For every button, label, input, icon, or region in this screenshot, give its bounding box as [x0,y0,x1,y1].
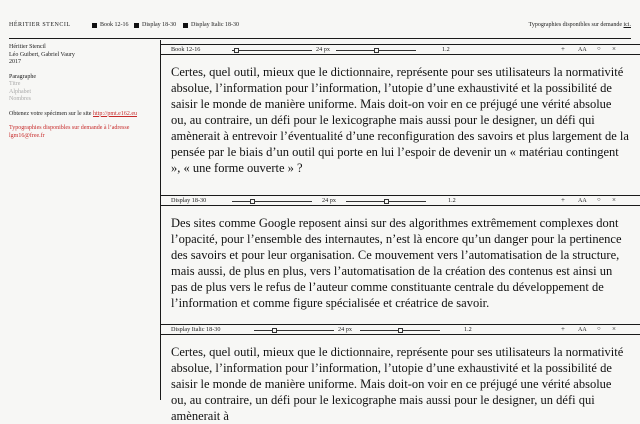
sample-display-italic [160,324,640,424]
sample-text[interactable]: Certes, quel outil, mieux que le dictionnaire, représente pour ses utilisateurs la normativité absolue, l’information pour l’information, l’utopie d’une exhaustivité et la possibilité de saisir le monde de manière uniforme. Mais doit-on voir en ce préjugé une vérité absolue ou, au contraire, un défi pour le lexicographe mais aussi pour le designer, un défi qui amènerait à entrevoir l’éventualité d’une reconfiguration des savoirs et plus largement de la pensée par le biais d’un outil qui porte en lui l’espoir de devenir un « matériau contingent », « une forme ouverte » ? [171,65,629,175]
tab-display[interactable] [134,22,176,28]
mode-paragraphe[interactable]: Paragraphe [9,73,36,80]
request-email[interactable]: lgm16@free.fr [9,132,45,139]
case-toggle-icon[interactable]: AA [578,198,587,204]
color-toggle-icon[interactable]: ○ [597,46,601,52]
sample-text[interactable]: Certes, quel outil, mieux que le dictionnaire, représente pour ses utilisateurs la normativité absolue, l’information pour l’information, l’utopie d’une exhaustivité et la possibilité de saisir le monde de manière uniforme. Mais doit-on voir en ce préjugé une vérité absolue ou, au contraire, un défi pour le lexicographe mais aussi pour le designer, un défi qui amènerait à [171,345,624,423]
square-icon [183,23,188,28]
mode-alphabet[interactable]: Alphabet [9,88,31,95]
tab-label: Display Italic 18-30 [191,22,239,28]
sample-controls [160,44,640,55]
sample-book [160,44,640,176]
request-text: Typographies disponibles sur demande à l’adresse [9,125,130,131]
square-icon [134,23,139,28]
color-toggle-icon[interactable]: ○ [597,197,601,203]
sample-controls [160,195,640,206]
tab-display-italic[interactable] [183,22,239,28]
color-toggle-icon[interactable]: ○ [597,326,601,332]
font-authors: Léo Guibert, Gabriel Vaury [9,51,75,58]
leading-slider-thumb[interactable] [384,199,389,204]
size-value: 24 px [338,326,352,333]
size-value: 24 px [322,197,336,204]
size-slider-thumb[interactable] [272,328,277,333]
availability-link[interactable]: ici. [623,22,631,28]
mode-nombres[interactable]: Nombres [9,96,31,102]
leading-slider[interactable] [336,50,416,51]
add-icon[interactable]: + [561,196,565,204]
top-bar [0,0,640,40]
leading-slider[interactable] [346,201,426,202]
leading-value: 1.2 [448,197,456,204]
availability-text: Typographies disponibles sur demande [528,22,624,28]
font-name: Héritier Stencil [9,44,46,50]
size-value: 24 px [316,46,330,53]
sample-text[interactable]: Des sites comme Google reposent ainsi sur des algorithmes extrêmement complexes dont l’opacité, pour l’ensemble des internautes, n’est là encore qu’un danger pour la pertinence des savoirs et pour leur organisation. Ce mouvement vers l’automatisation de la structure, mais aussi, de plus en plus, vers l’automatisation de la création des contenus est ainsi un pas de plus vers le refus de l’auteur comme constituante centrale du développement de l’information et comme figure spécialisée et créatrice de savoir. [171,216,622,310]
leading-value: 1.2 [442,46,450,53]
size-slider[interactable] [232,201,312,202]
specimen-note [9,111,159,119]
tab-label: Display 18-30 [142,22,177,28]
add-icon[interactable]: + [561,325,565,333]
mode-titre[interactable]: Titre [9,81,21,87]
case-toggle-icon[interactable]: AA [578,47,587,53]
sample-display [160,195,640,311]
case-toggle-icon[interactable]: AA [578,327,587,333]
tab-label: Book 12-16 [100,22,129,28]
size-slider-thumb[interactable] [234,48,239,53]
size-slider[interactable] [254,330,334,331]
leading-slider-thumb[interactable] [374,48,379,53]
leading-value: 1.2 [464,326,472,333]
availability-note [529,22,631,28]
leading-slider-thumb[interactable] [398,328,403,333]
sample-style-label: Display 18-30 [171,197,207,204]
sample-style-label: Display Italic 18-30 [171,326,221,333]
square-icon [92,23,97,28]
size-slider-thumb[interactable] [250,199,255,204]
sample-controls [160,324,640,335]
specimen-link[interactable]: http://pmt.e162.eu [92,110,137,117]
font-year: 2017 [9,59,21,65]
close-icon[interactable]: × [612,45,616,53]
brand-title: HÉRITIER STENCIL [9,22,71,28]
size-slider[interactable] [232,50,312,51]
add-icon[interactable]: + [561,45,565,53]
specimen-text: Obtenez votre spécimen sur le site [9,110,93,117]
leading-slider[interactable] [360,330,440,331]
tab-book[interactable] [92,22,129,28]
header-divider [9,38,631,39]
sidebar [9,44,159,140]
close-icon[interactable]: × [612,325,616,333]
close-icon[interactable]: × [612,196,616,204]
sample-style-label: Book 12-16 [171,46,201,53]
